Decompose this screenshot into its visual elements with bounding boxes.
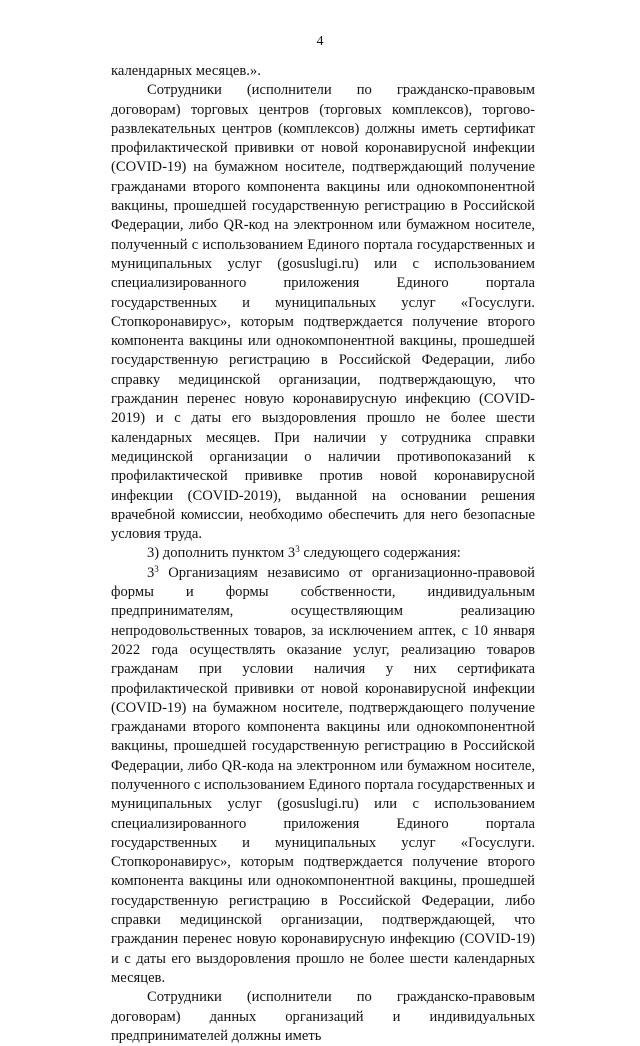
clause-number: 3 <box>147 564 155 581</box>
page-number: 4 <box>316 34 324 49</box>
paragraph-clause-3-3 <box>111 564 535 989</box>
superscript-index: 3 <box>154 563 159 574</box>
clause-text: Организациям независимо от организационно-правовой формы и формы собственности, индивидуальным предпринимателям, осуществляющим реализацию непродовольственных товаров, за исключением аптек, с 10 января 2022 года осуществлять оказание услуг, реализацию товаров гражданам при условии наличия у них сертификата профилактической прививки от новой коронавирусной инфекции (COVID-19) на бумажном носителе, подтверждающего получение гражданами второго компонента вакцины или однокомпонентной вакцины, прошедшей государственную регистрацию в Российской Федерации, либо QR-кода на электронном или бумажном носителе, полученного с использованием Единого портала государственных и муниципальных услуг (gosuslugi.ru) или с использованием специализированного приложения Единого портала государственных и муниципальных услуг «Госуслуги. Стопкоронавирус», которым подтверждается получение второго компонента вакцины или однокомпонентной вакцины, прошедшей государственную регистрацию в Российской Федерации, либо справки медицинской организации, подтверждающей, что гражданин перенес новую коронавирусную инфекцию (COVID-19) и с даты его выздоровления прошло не более шести календарных месяцев. <box>111 564 535 986</box>
amendment-intro-tail: следующего содержания: <box>299 545 461 562</box>
paragraph-amendment-intro <box>111 544 535 563</box>
paragraph-continuation: календарных месяцев.». <box>111 63 261 79</box>
amendment-intro-text: 3) дополнить пунктом 3 <box>147 545 296 562</box>
document-body <box>111 62 535 1046</box>
paragraph-employees-organizations: Сотрудники (исполнители по гражданско-правовым договорам) данных организаций и индивидуальных предпринимателей должны иметь <box>111 989 535 1044</box>
paragraph-employees-shopping-centers: Сотрудники (исполнители по гражданско-правовым договорам) торговых центров (торговых комплексов), торгово-развлекательных центров (комплексов) должны иметь сертификат профилактической прививки от новой коронавирусной инфекции (COVID-19) на бумажном носителе, подтверждающий получение гражданами второго компонента вакцины или однокомпонентной вакцины, прошедшей государственную регистрацию в Российской Федерации, либо QR-код на электронном или бумажном носителе, полученный с использованием Единого портала государственных и муниципальных услуг (gosuslugi.ru) или с использованием специализированного приложения Единого портала государственных и муниципальных услуг «Госуслуги. Стопкоронавирус», которым подтверждается получение второго компонента вакцины или однокомпонентной вакцины, прошедшей государственную регистрацию в Российской Федерации, либо справку медицинской организации, подтверждающую, что гражданин перенес новую коронавирусную инфекцию (COVID-2019) и с даты его выздоровления прошло не более шести календарных месяцев. При наличии у сотрудника справки медицинской организации о наличии противопоказаний к профилактической прививке против новой коронавирусной инфекции (COVID-2019), выданной на основании решения врачебной комиссии, необходимо обеспечить для него безопасные условия труда. <box>111 82 535 543</box>
superscript-index: 3 <box>295 544 300 555</box>
